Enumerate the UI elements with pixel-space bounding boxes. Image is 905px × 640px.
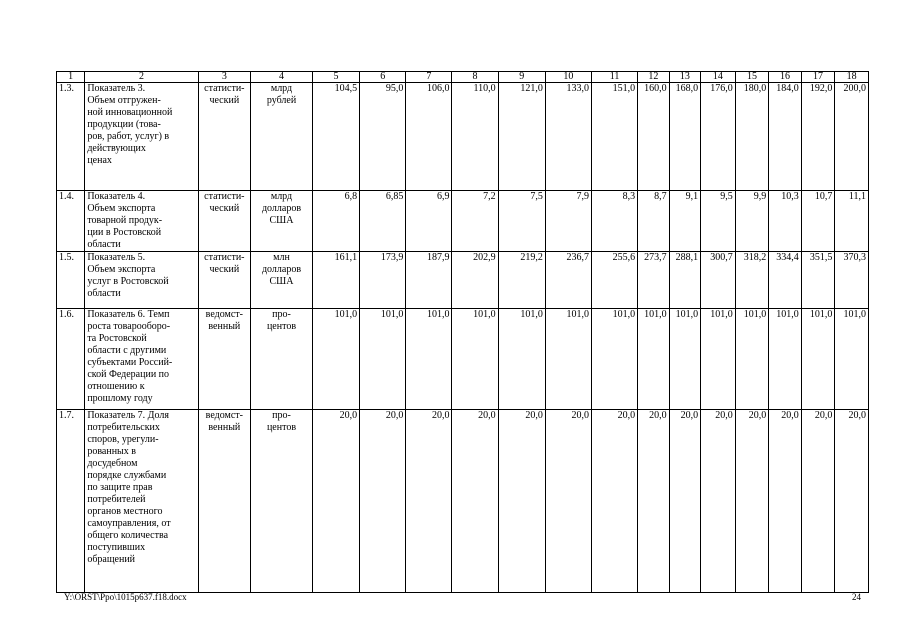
year-value: 20,0 [452,410,498,593]
year-value: 6,85 [360,191,406,252]
year-value: 10,3 [769,191,802,252]
indicator-name: Показатель 6. Темп роста товарооборо- та Ростовской области с другими субъектами Россий- ской Федерации по отношению к прошлому году [85,309,198,410]
year-value: 8,3 [591,191,637,252]
year-value: 180,0 [735,83,769,191]
year-value: 20,0 [591,410,637,593]
year-value: 10,7 [801,191,835,252]
column-number: 6 [360,72,406,83]
year-value: 20,0 [360,410,406,593]
year-value: 20,0 [498,410,545,593]
year-value: 101,0 [406,309,452,410]
unit-of-measure: млрд рублей [251,83,313,191]
year-value: 101,0 [591,309,637,410]
column-number-row [57,72,869,83]
row-number: 1.5. [57,252,85,309]
document-path: Y:\ORST\Ppo\1015p637.f18.docx [64,592,187,602]
year-value: 8,7 [638,191,669,252]
year-value: 236,7 [545,252,591,309]
year-value: 187,9 [406,252,452,309]
unit-of-measure: млн долларов США [251,252,313,309]
year-value: 151,0 [591,83,637,191]
year-value: 20,0 [669,410,700,593]
year-value: 101,0 [360,309,406,410]
year-value: 318,2 [735,252,769,309]
column-number: 16 [769,72,802,83]
indicator-name: Показатель 3. Объем отгружен- ной инновационной продукции (това- ров, работ, услуг) в действующих ценах [85,83,198,191]
table-row [57,309,869,410]
column-number: 14 [701,72,736,83]
page-number: 24 [852,592,861,602]
year-value: 121,0 [498,83,545,191]
year-value: 7,5 [498,191,545,252]
year-value: 20,0 [769,410,802,593]
year-value: 173,9 [360,252,406,309]
year-value: 168,0 [669,83,700,191]
year-value: 9,9 [735,191,769,252]
column-number: 7 [406,72,452,83]
year-value: 370,3 [835,252,869,309]
year-value: 192,0 [801,83,835,191]
year-value: 101,0 [769,309,802,410]
data-source: статисти- ческий [198,191,250,252]
indicator-name: Показатель 4. Объем экспорта товарной продук- ции в Ростовской области [85,191,198,252]
year-value: 101,0 [669,309,700,410]
year-value: 95,0 [360,83,406,191]
year-value: 20,0 [835,410,869,593]
year-value: 273,7 [638,252,669,309]
year-value: 184,0 [769,83,802,191]
column-number: 11 [591,72,637,83]
year-value: 106,0 [406,83,452,191]
table-row [57,410,869,593]
year-value: 255,6 [591,252,637,309]
year-value: 176,0 [701,83,736,191]
column-number: 2 [85,72,198,83]
column-number: 10 [545,72,591,83]
year-value: 20,0 [735,410,769,593]
year-value: 7,2 [452,191,498,252]
year-value: 101,0 [835,309,869,410]
year-value: 288,1 [669,252,700,309]
year-value: 11,1 [835,191,869,252]
year-value: 160,0 [638,83,669,191]
year-value: 351,5 [801,252,835,309]
year-value: 334,4 [769,252,802,309]
year-value: 101,0 [735,309,769,410]
table-row [57,83,869,191]
unit-of-measure: про- центов [251,309,313,410]
column-number: 9 [498,72,545,83]
year-value: 101,0 [801,309,835,410]
table-row [57,252,869,309]
year-value: 9,1 [669,191,700,252]
year-value: 101,0 [638,309,669,410]
indicator-table [56,71,869,593]
unit-of-measure: млрд долларов США [251,191,313,252]
unit-of-measure: про- центов [251,410,313,593]
column-number: 12 [638,72,669,83]
column-number: 8 [452,72,498,83]
year-value: 20,0 [701,410,736,593]
indicator-name: Показатель 7. Доля потребительских споров, урегули- рованных в досудебном порядке службами по защите прав потребителей органов местного самоуправления, от общего количества поступивших обращений [85,410,198,593]
year-value: 219,2 [498,252,545,309]
column-number: 17 [801,72,835,83]
data-source: статисти- ческий [198,83,250,191]
year-value: 6,9 [406,191,452,252]
year-value: 9,5 [701,191,736,252]
year-value: 101,0 [498,309,545,410]
column-number: 3 [198,72,250,83]
row-number: 1.4. [57,191,85,252]
data-source: статисти- ческий [198,252,250,309]
year-value: 161,1 [312,252,359,309]
year-value: 101,0 [701,309,736,410]
column-number: 4 [251,72,313,83]
year-value: 202,9 [452,252,498,309]
year-value: 20,0 [312,410,359,593]
column-number: 13 [669,72,700,83]
year-value: 110,0 [452,83,498,191]
year-value: 20,0 [638,410,669,593]
year-value: 20,0 [801,410,835,593]
row-number: 1.6. [57,309,85,410]
year-value: 101,0 [452,309,498,410]
column-number: 15 [735,72,769,83]
year-value: 20,0 [545,410,591,593]
year-value: 101,0 [545,309,591,410]
data-source: ведомст- венный [198,410,250,593]
indicator-name: Показатель 5. Объем экспорта услуг в Ростовской области [85,252,198,309]
year-value: 7,9 [545,191,591,252]
year-value: 101,0 [312,309,359,410]
row-number: 1.3. [57,83,85,191]
year-value: 104,5 [312,83,359,191]
year-value: 6,8 [312,191,359,252]
column-number: 5 [312,72,359,83]
table-row [57,191,869,252]
year-value: 133,0 [545,83,591,191]
year-value: 20,0 [406,410,452,593]
column-number: 18 [835,72,869,83]
year-value: 300,7 [701,252,736,309]
data-source: ведомст- венный [198,309,250,410]
year-value: 200,0 [835,83,869,191]
column-number: 1 [57,72,85,83]
row-number: 1.7. [57,410,85,593]
